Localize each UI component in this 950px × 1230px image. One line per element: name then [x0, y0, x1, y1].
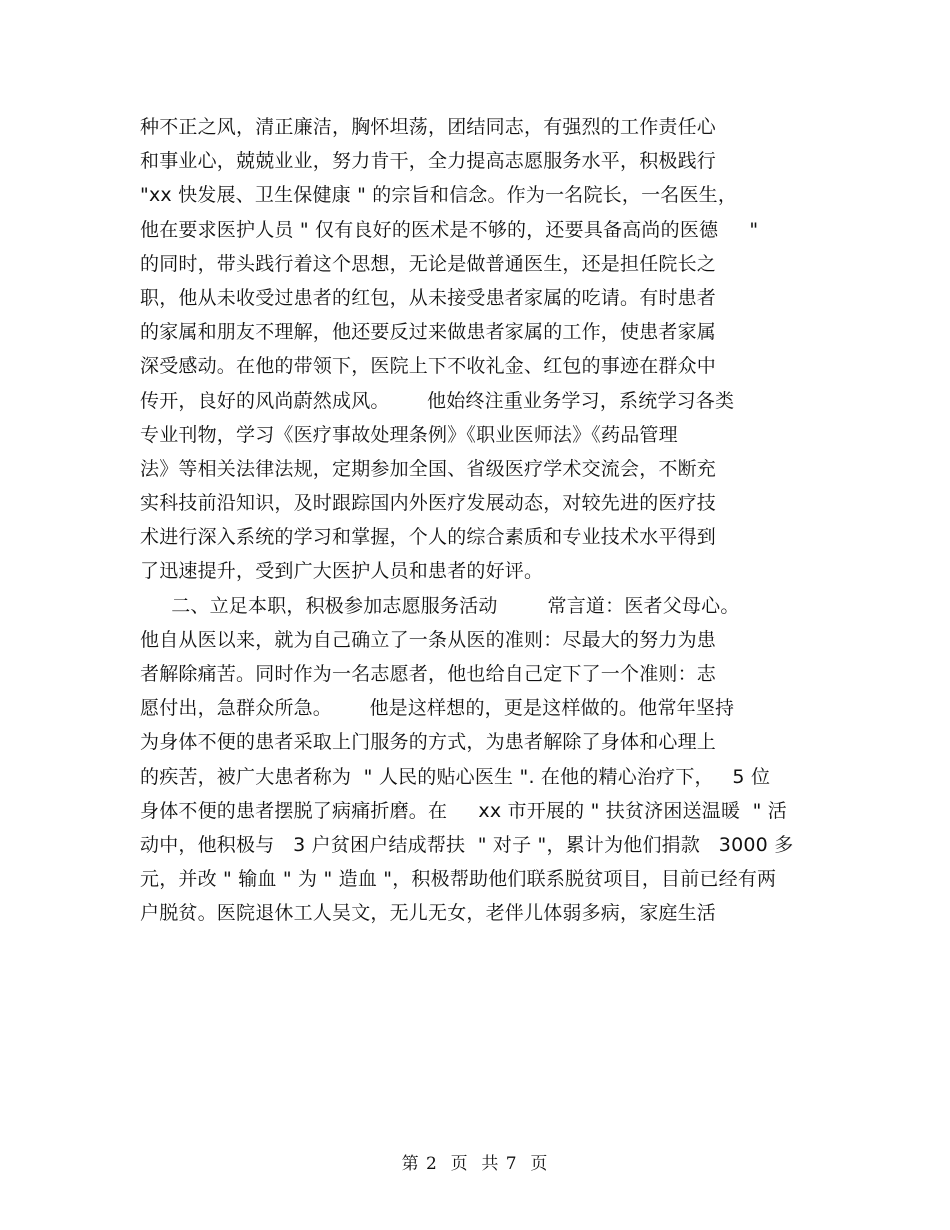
text-line: 的疾苦，被广大患者称为 " 人民的贴心医生 ". 在他的精心治疗下， 5 位	[140, 765, 771, 788]
text-line: 种不正之风，清正廉洁，胸怀坦荡，团结同志，有强烈的工作责任心	[140, 116, 717, 138]
text-line: 的家属和朋友不理解，他还要反过来做患者家属的工作，使患者家属	[140, 321, 717, 344]
text-line: 身体不便的患者摆脱了病痛折磨。在 xx 市开展的 " 扶贫济困送温暖 " 活	[140, 799, 788, 822]
text-line: 和事业心，兢兢业业，努力肯干，全力提高志愿服务水平，积极践行	[140, 150, 717, 173]
text-line: 传开，良好的风尚蔚然成风。 他始终注重业务学习，系统学习各类	[140, 389, 735, 412]
section-heading-line: 二、立足本职，积极参加志愿服务活动 常言道：医者父母心。	[140, 594, 740, 617]
text-line: 元，并改 " 输血 " 为 " 造血 "，积极帮助他们联系脱贫项目，目前已经有两	[140, 868, 777, 891]
text-line: 术进行深入系统的学习和掌握，个人的综合素质和专业技术水平得到	[140, 526, 717, 549]
text-line: "xx 快发展、卫生保健康 " 的宗旨和信念。作为一名院长，一名医生，	[140, 184, 738, 207]
text-line: 法》等相关法律法规，定期参加全国、省级医疗学术交流会，不断充	[140, 457, 717, 480]
text-line: 实科技前沿知识，及时跟踪国内外医疗发展动态，对较先进的医疗技	[140, 492, 717, 515]
text-line: 了迅速提升，受到广大医护人员和患者的好评。	[140, 560, 544, 583]
text-line: 深受感动。在他的带领下，医院上下不收礼金、红包的事迹在群众中	[140, 355, 717, 378]
text-line: 他在要求医护人员 " 仅有良好的医术是不够的，还要具备高尚的医德 "	[140, 218, 759, 241]
text-line: 为身体不便的患者采取上门服务的方式，为患者解除了身体和心理上	[140, 731, 717, 754]
text-line: 职，他从未收受过患者的红包，从未接受患者家属的吃请。有时患者	[140, 286, 717, 309]
text-line: 的同时，带头践行着这个思想，无论是做普通医生，还是担任院长之	[140, 252, 717, 275]
text-line: 愿付出，急群众所急。 他是这样想的，更是这样做的。他常年坚持	[140, 697, 735, 720]
text-line: 他自从医以来，就为自己确立了一条从医的准则：尽最大的努力为患	[140, 628, 717, 651]
text-line: 专业刊物，学习《医疗事故处理条例》《职业医师法》《药品管理	[140, 423, 678, 446]
page-footer: 第 2 页 共 7 页	[401, 1154, 549, 1174]
body-text	[140, 110, 820, 931]
text-line: 户脱贫。医院退休工人吴文，无儿无女，老伴儿体弱多病，家庭生活	[140, 902, 717, 925]
text-line: 者解除痛苦。同时作为一名志愿者，他也给自己定下了一个准则：志	[140, 663, 717, 685]
text-line: 动中，他积极与 3 户贫困户结成帮扶 " 对子 "，累计为他们捐款 3000 多	[140, 833, 794, 856]
